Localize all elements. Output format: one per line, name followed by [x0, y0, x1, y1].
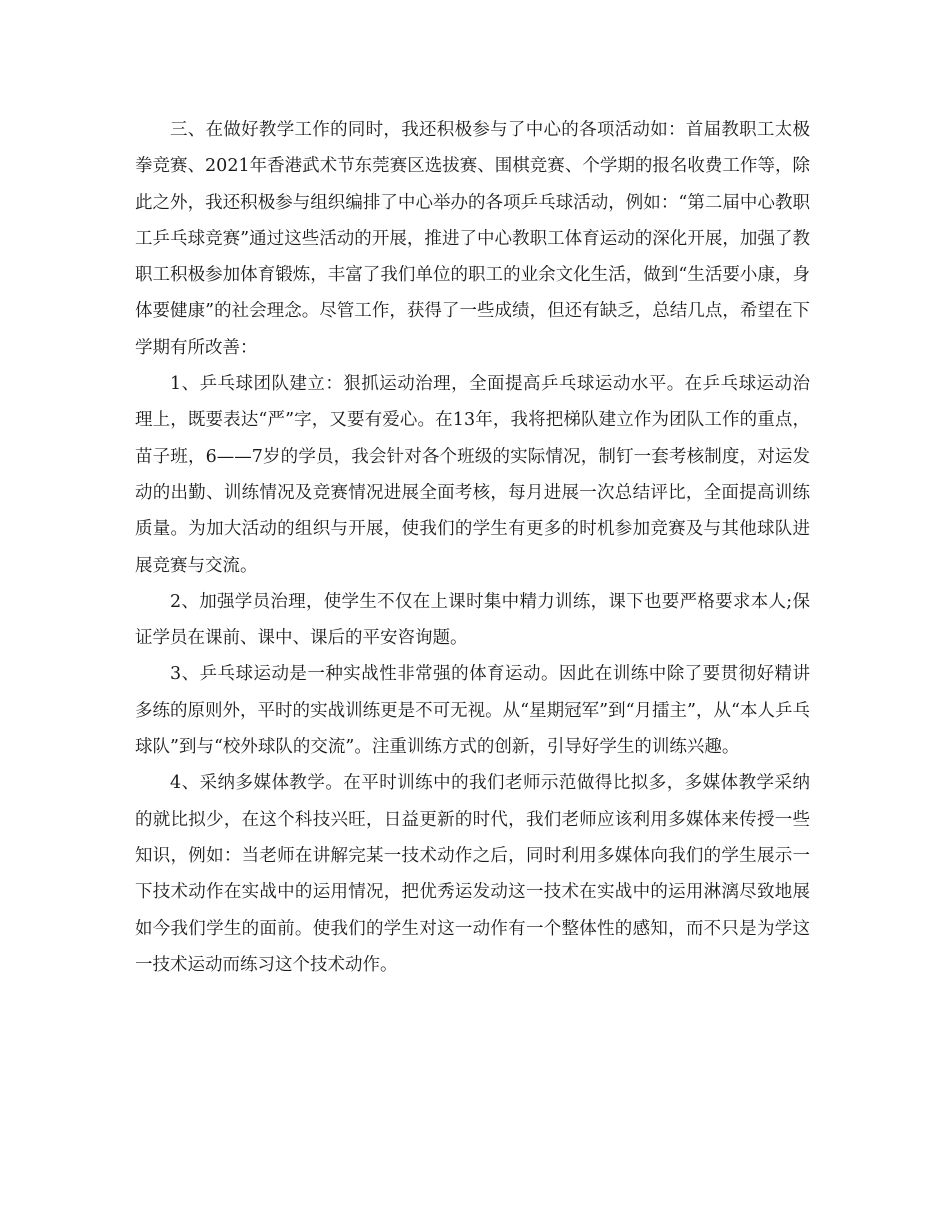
paragraph-item-4-multimedia-teaching: 4、采纳多媒体教学。在平时训练中的我们老师示范做得比拟多，多媒体教学采纳的就比拟少，在这个科技兴旺，日益更新的时代，我们老师应该利用多媒体来传授一些知识，例如：当老师在讲解完某一技术动作之后，同时利用多媒体向我们的学生展示一下技术动作在实战中的运用情况，把优秀运发动这一技术在实战中的运用淋漓尽致地展如今我们学生的面前。使我们的学生对这一动作有一个整体性的感知，而不只是为学这一技术运动而练习这个技术动作。 — [135, 773, 810, 975]
paragraph-item-3-practical-training: 3、乒乓球运动是一种实战性非常强的体育运动。因此在训练中除了要贯彻好精讲多练的原则外，平时的实战训练更是不可无视。从“星期冠军”到“月擂主”，从“本人乒乓球队”到与“校外球队的交流”。注重训练方式的创新，引导好学生的训练兴趣。 — [135, 664, 810, 758]
paragraph-item-1-team-building: 1、乒乓球团队建立：狠抓运动治理，全面提高乒乓球运动水平。在乒乓球运动治理上，既要表达“严”字，又要有爱心。在13年，我将把梯队建立作为团队工作的重点，苗子班，6——7岁的学员，我会针对各个班级的实际情况，制钉一套考核制度，对运发动的出勤、训练情况及竞赛情况进展全面考核，每月进展一次总结评比，全面提高训练质量。为加大活动的组织与开展，使我们的学生有更多的时机参加竞赛及与其他球队进展竞赛与交流。 — [135, 374, 810, 576]
paragraph-activities: 三、在做好教学工作的同时，我还积极参与了中心的各项活动如：首届教职工太极拳竞赛、2021年香港武术节东莞赛区选拔赛、围棋竞赛、个学期的报名收费工作等，除此之外，我还积极参与组织编排了中心举办的各项乒乓球活动，例如：“第二届中心教职工乒乓球竞赛”通过这些活动的开展，推进了中心教职工体育运动的深化开展，加强了教职工积极参加体育锻炼，丰富了我们单位的职工的业余文化生活，做到“生活要小康，身体要健康”的社会理念。尽管工作，获得了一些成绩，但还有缺乏，总结几点，希望在下学期有所改善： — [135, 120, 810, 358]
paragraph-item-2-student-management: 2、加强学员治理，使学生不仅在上课时集中精力训练，课下也要严格要求本人;保证学员在课前、课中、课后的平安咨询题。 — [135, 591, 810, 649]
document-body — [135, 112, 810, 983]
